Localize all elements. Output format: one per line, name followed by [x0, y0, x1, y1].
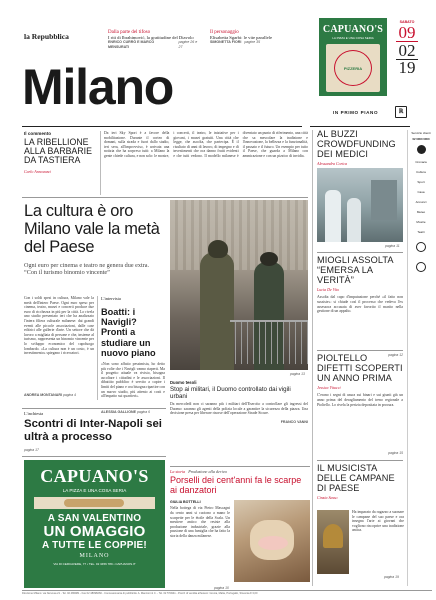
section-rule — [317, 460, 403, 461]
right-story-text: Ha imparato da ragazzo a suonare le campane del suo paese e ora insegna l'arte ai giovani che vogliono riscoprire una tradizione antica. — [352, 510, 404, 533]
section-rule — [317, 350, 403, 351]
right-story-title: AL BUZZI CROWDFUNDING DEI MEDICI — [317, 129, 396, 159]
teaser-meta — [108, 40, 202, 49]
ad-promo-line2: UN OMAGGIO — [43, 523, 146, 540]
soldier-helmet-shape — [208, 240, 228, 258]
right-story-musicista[interactable] — [317, 464, 403, 500]
storia-kicker: La storia — [170, 469, 186, 474]
sidebar-item[interactable]: Cultura — [416, 169, 426, 174]
main-story-byline: ANDREA MONTANARI — [24, 393, 62, 397]
main-headline[interactable]: La cultura è oro Milano vale la metà del Paese — [24, 202, 160, 257]
capuanos-ad-large[interactable] — [24, 460, 165, 588]
right-story-text: C'erano i segni di usura sui binari e sui giunti già un anno prima del deragliamento del treno regionale a Pioltello. Lo rivela la perizia depositata in procura. — [317, 393, 403, 407]
footer-text: Direzione Milano: via Nervesa 21 - Tel. 02 480981 - Fax 02 48098260 - Concessionaria di pubblicità: A. Manzoni & C. - Tel. 02 574941 - Prezzi di vendita all'estero: Grecia, Malta, Portogallo, Slovenia € 3,00 — [22, 592, 258, 595]
storia-text: Nella bottega di via Pietro Mascagni da cento anni si cuciono a mano le scarpette per le étoile della Scala. Un mestiere antico che resiste alla produzione industriale, grazie alla passione di una famiglia che ha fatto la storia della danza milanese. — [170, 506, 230, 538]
right-story-buzzi[interactable] — [317, 130, 403, 166]
primo-piano-label: IN PRIMO PIANO — [333, 110, 379, 115]
storia-article[interactable] — [170, 469, 310, 495]
boatti-article[interactable] — [101, 296, 165, 414]
bell-photo — [317, 510, 349, 574]
sidebar-item[interactable]: Casa — [417, 189, 425, 194]
barrier-shape — [230, 320, 308, 364]
right-story-page: pagina 19 — [384, 575, 399, 579]
storia-page: pagina 10 — [214, 586, 229, 590]
caption-title: Stop ai militari, il Duomo controllato dai vigili urbani — [170, 386, 291, 400]
sidebar-item[interactable]: Mostre — [416, 219, 426, 224]
boatti-page: pagina 6 — [137, 410, 151, 415]
ir-logo: ℝ — [395, 106, 407, 118]
buzzi-photo — [317, 168, 403, 242]
soldier-beret-shape — [260, 252, 278, 266]
caption-byline: FRANCO VANNI — [280, 420, 308, 424]
storia-kicker2: Produzione alla deriva — [188, 469, 227, 474]
teaser-title: Elisabetta Sgarbi: le vite parallele — [210, 35, 272, 40]
masthead-rule — [310, 126, 410, 127]
ad-pizza-shape — [64, 499, 124, 507]
teaser-kicker: Dalla parte del tifoso — [108, 30, 151, 35]
sidebar-item[interactable]: Meteo — [416, 209, 426, 214]
teaser-meta — [210, 40, 308, 44]
sidebar-list — [410, 160, 432, 234]
commento-block[interactable] — [24, 131, 96, 174]
boatti-byline: ALESSIA GALLIONE — [101, 410, 137, 415]
sidebar-item[interactable]: Annunci — [415, 199, 427, 204]
caption-label: Duomo tesoli — [170, 380, 197, 385]
right-story-page: pagina 12 — [388, 353, 403, 358]
teaser-sport[interactable] — [108, 30, 202, 49]
section-rule — [317, 252, 403, 253]
storia-body — [170, 500, 230, 576]
teaser-page: pagine 26 e 27 — [178, 40, 198, 49]
storia-kickers — [170, 469, 310, 474]
column-divider — [407, 130, 408, 586]
inchiesta-page: pagina 17 — [24, 448, 39, 453]
ad-tag: PIZZERIA — [343, 66, 363, 71]
sidebar-icon-phone — [417, 145, 426, 154]
newspaper-logo[interactable]: la Repubblica — [24, 32, 69, 41]
ad-city: MILANO — [79, 553, 110, 559]
inchiesta-kicker: L'inchiesta — [24, 411, 44, 416]
cathedral-facade-shape — [170, 200, 308, 270]
bell-shape — [323, 524, 343, 548]
right-story-page: pagina 15 — [388, 451, 403, 456]
ad-tagline: LA PIZZA E UNA COSA SERIA — [62, 488, 127, 493]
right-story-author: Alessandra Corica — [317, 161, 348, 167]
ad-image — [326, 44, 380, 92]
duomo-photo — [170, 200, 308, 370]
commento-kicker: Il commento — [24, 131, 52, 136]
ad-promo-line1: A SAN VALENTINO — [47, 513, 142, 524]
date-day-label: SABATO — [399, 20, 415, 24]
ad-brand: CAPUANO'S — [40, 466, 149, 486]
boatti-title: Boatti: i Navigli? Pronti a studiare un nuovo piano — [101, 307, 156, 358]
right-story-page: pagina 11 — [385, 244, 400, 248]
commento-author: Carlo Annovazzi — [24, 168, 51, 174]
sidebar-phone: 02 0000 0000 — [412, 136, 430, 141]
right-story-text: Assolta dal capo d'imputazione perché «il fatto non sussiste»: si chiude così il processo che vedeva l'ex assessora accusata di aver favorito il marito nella gestione di un appalto. — [317, 295, 403, 314]
pointe-shoe-shape — [258, 536, 288, 550]
doctor-shape — [325, 190, 341, 242]
section-title: Milano — [22, 59, 174, 115]
sidebar-icon-globe — [416, 242, 426, 252]
sidebar-service-label: Servizio clienti — [411, 131, 431, 135]
date-box — [391, 20, 423, 76]
teaser-byline: ENRICO CURRÒ E MARCO MENSURATI — [108, 40, 155, 49]
masthead-rule — [22, 126, 302, 127]
main-story-byline-row — [24, 393, 94, 397]
teaser-kicker: Il personaggio — [210, 30, 239, 35]
ad-promo-line3: A TUTTE LE COPPIE! — [42, 540, 147, 551]
soldier-shape — [200, 252, 234, 370]
main-story-page: pagina 4 — [62, 393, 76, 397]
teaser-personaggio[interactable] — [210, 30, 308, 45]
boatti-text: «Non sono affatto pessimista, ho detto più volte che i Navigli vanno riaperti. Ma il progetto attuale va rivisto, bisogna ascoltare i cittadini e le associazioni. Il dibattito pubblico è servito a capire i limiti del piano e ora bisogna ripartire con un nuovo studio, più attento ai costi e all'impatto sui quartieri». — [101, 362, 165, 399]
shoemaker-photo — [234, 500, 310, 582]
ad-tagline: LA PIZZA E UNA COSA SERIA — [332, 36, 374, 40]
inchiesta-article[interactable] — [24, 411, 164, 452]
commento-title: LA RIBELLIONE ALLA BARBARIE DA TASTIERA — [24, 137, 92, 166]
photo-page-ref: pagina 13 — [290, 372, 305, 376]
date-day: 09 — [398, 23, 416, 42]
intro-article-text: Da ieri Sky Sport è a favore della mobilitazione. Durante il corteo di domani, sulla strada e fuori dallo stadio, ieri sera, all'improvviso, è arrivata una notizia che ha sorpreso tutti: a Milano la gente chiede cultura, e non solo: le mostre, i concerti, il teatro, le iniziative per i giovani, i musei gratuiti. Una città che legge, che ascolta, che partecipa. È il risultato di anni di lavoro, di impegno e di investimenti che ora danno frutti evidenti e che tutti vedono. Il modello milanese è diventato un punto di riferimento, una città che sa mescolare la tradizione e l'innovazione, la bellezza e la funzionalità, il passato e il futuro. Un esempio per tutto il Paese, che guarda a Milano con ammirazione e con un pizzico di invidia. — [104, 131, 308, 158]
storia-title: Porselli dei cent'anni fa le scarpe ai danzatori — [170, 475, 302, 496]
photo-caption[interactable] — [170, 380, 308, 424]
capuanos-ad-small[interactable] — [319, 18, 387, 96]
ad-footer: VIA DI CERCAVERE, 77 • TEL. 02 3456 789 • CAPUANOS.IT — [53, 562, 136, 566]
teaser-title: I riti di Ibrahimović, la gratitudine del Diavolo — [108, 35, 194, 40]
sidebar-item[interactable]: Teatri — [417, 229, 425, 234]
ad-strip — [34, 497, 155, 509]
right-story-title: MIOGLI ASSOLTA “EMERSA LA VERITÀ” — [317, 255, 394, 285]
date-month: 02 — [398, 40, 416, 60]
column-divider — [312, 130, 313, 586]
section-rule — [170, 466, 310, 467]
right-story-title: IL MUSICISTA DELLE CAMPANE DI PAESE — [317, 463, 395, 493]
column-divider — [97, 296, 98, 400]
sidebar — [410, 132, 432, 272]
main-subhead: Ogni euro per cinema e teatro ne genera due extra. “Con il turismo binomio vincente” — [24, 262, 150, 277]
ad-brand: CAPUANO'S — [322, 24, 384, 35]
right-story-title: PIOLTELLO DIFETTI SCOPERTI UN ANNO PRIMA — [317, 353, 403, 383]
right-story-author: Jessica Vitucci — [317, 385, 341, 391]
footer-rule — [22, 590, 432, 591]
sidebar-item[interactable]: Sport — [417, 179, 425, 184]
teaser-byline: SIMONETTA FIORI — [210, 40, 242, 45]
storia-author: GIULIA BOTTELLI — [170, 500, 201, 504]
caption-byline-row — [170, 420, 308, 424]
section-rule — [22, 408, 166, 409]
doctor-shape — [347, 198, 361, 242]
right-story-author: Lucia De Vito — [317, 287, 340, 293]
inchiesta-title: Scontri di Inter-Napoli sei ultrà a processo — [24, 418, 162, 443]
right-story-miogli[interactable] — [317, 256, 403, 357]
main-story-text: Con i soldi spesi in cultura, Milano vale la metà dell'intero Paese. Ogni euro speso per cinema, teatro, musei e concerti produce due euro di ricchezza in più per la città. Lo rivela uno studio presentato ieri che ha analizzato l'intera filiera culturale milanese: dai grandi eventi alle piccole associazioni, dalle case editrici alle gallerie d'arte. Un settore che dà lavoro a migliaia di persone e che, insieme al turismo, rappresenta un binomio vincente per lo sviluppo economico del capoluogo lombardo. «La cultura non è un costo, è un investimento» spiegano i ricercatori. — [24, 296, 94, 356]
section-rule — [22, 456, 166, 457]
right-story-author: Cinzia Sasso — [317, 495, 338, 501]
boatti-kicker: L'intervista — [101, 296, 121, 301]
main-story-body — [24, 296, 94, 397]
date-year: 19 — [398, 58, 416, 78]
sidebar-icon-globe — [416, 262, 426, 272]
column-divider — [100, 131, 101, 195]
section-rule — [22, 197, 308, 198]
sidebar-item[interactable]: Cronaca — [415, 159, 427, 164]
equipment-shape — [371, 180, 397, 220]
teaser-page: pagine 35 — [244, 40, 261, 45]
right-story-pioltello[interactable] — [317, 354, 403, 455]
caption-text: Da mercoledì non ci saranno più i militari dell'Esercito a controllare gli ingressi del Duomo: saranno gli agenti della polizia locale a garantire la sicurezza della piazza. Una decisione presa per liberare risorse dell'operazione Strade Sicure. — [170, 402, 308, 416]
